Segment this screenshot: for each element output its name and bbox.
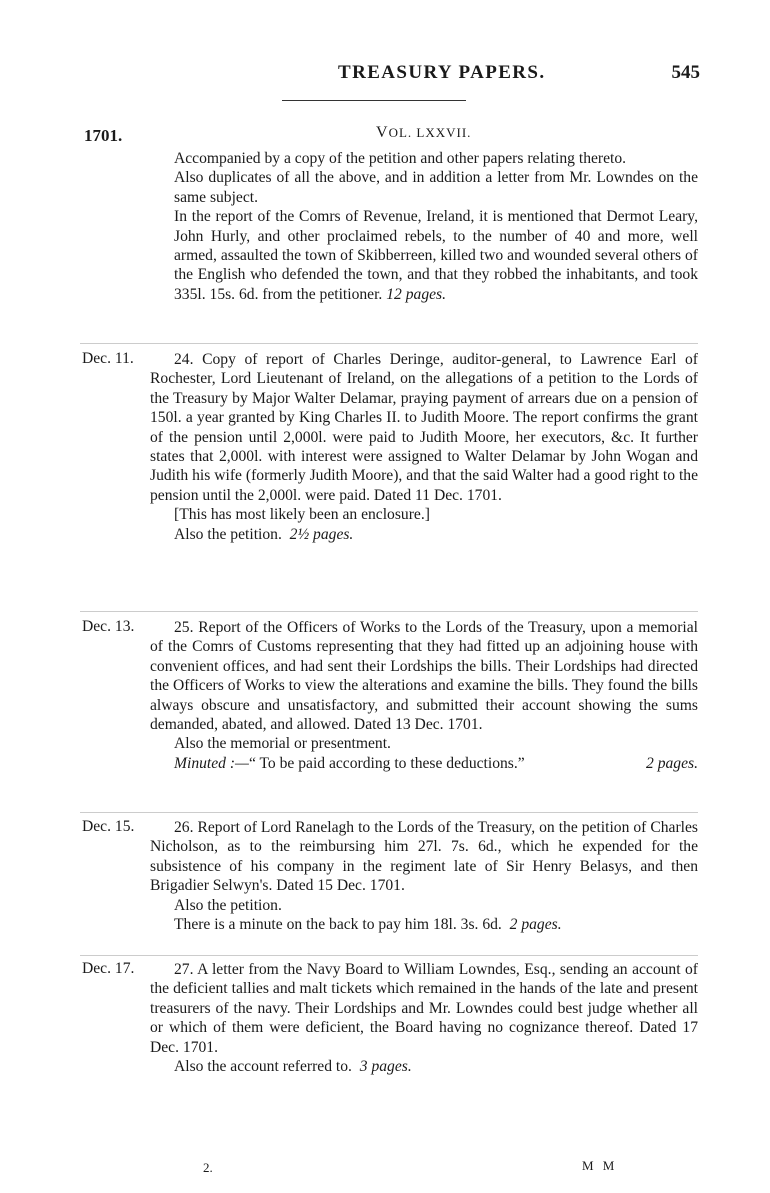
entry-also [150, 525, 698, 544]
entry-date: Dec. 17. [82, 960, 135, 977]
intro-paragraph-1: Accompanied by a copy of the petition and other papers relating thereto. [174, 150, 627, 167]
volume-heading [376, 124, 471, 142]
entry-27 [150, 960, 698, 1076]
page-number: 545 [671, 62, 700, 83]
header-rule [282, 100, 466, 101]
entry-pages: 2 pages. [646, 754, 698, 772]
volume-prefix: V [376, 124, 389, 141]
entry-26 [150, 818, 698, 934]
entry-date: Dec. 13. [82, 618, 135, 635]
entry-text: 26. Report of Lord Ranelagh to the Lords of the Treasury, on the petition of Charles Nicholson, as to the reimbursing him 27l. 7s. 6d., which he expended for the subsistence of his company in the regiment late of Sir Henry Belasys, and then Brigadier Selwyn's. Dated 15 Dec. 1701. [150, 819, 698, 895]
entry-date: Dec. 11. [82, 350, 134, 367]
entry-also-text: Also the account referred to. [174, 1058, 352, 1076]
running-title: TREASURY PAPERS. [338, 62, 546, 83]
entry-also: Also the memorial or presentment. [174, 735, 391, 753]
entry-text: 25. Report of the Officers of Works to the Lords of the Treasury, upon a memorial of the Comrs of Customs representing that they had fitted up an adjoining house with convenient offices, and had sent their Lordships the bills. Their Lordships had directed the Officers of Works to view the alterations and examine the bills. They found the bills always obscure and unsatisfactory, and submitted their account showing the sums demanded, abated, and allowed. Dated 13 Dec. 1701. [150, 619, 698, 734]
intro-pages: 12 pages. [386, 285, 447, 303]
volume-rest: OL. LXXVII. [388, 125, 472, 140]
separator-rule [80, 955, 698, 956]
entry-extra [150, 915, 698, 934]
entry-note: [This has most likely been an enclosure.] [174, 506, 430, 524]
separator-rule [80, 611, 698, 612]
entry-25 [150, 618, 698, 773]
year-marker: 1701. [84, 126, 123, 145]
signature-mark-right: M M [582, 1158, 618, 1173]
entry-also-text: Also the petition. [174, 525, 282, 543]
entry-minute-body [174, 754, 525, 773]
intro-paragraph-3-text: In the report of the Comrs of Revenue, Ireland, it is mentioned that Dermot Leary, John Hurly, and other proclaimed rebels, to the number of 40 and more, well armed, assaulted the town of Skibberreen, killed two and wounded several others of the English who defended the town, and that they robbed the inhabitants, and took 335l. 15s. 6d. from the petitioner. [174, 208, 698, 303]
entry-minute [150, 754, 698, 773]
entry-also [150, 1057, 698, 1076]
intro-paragraph-3 [174, 207, 698, 304]
signature-mark-left: 2. [203, 1160, 213, 1175]
intro-block [174, 149, 698, 304]
entry-date: Dec. 15. [82, 818, 135, 835]
separator-rule [80, 343, 698, 344]
minute-text: “ To be paid according to these deductions.” [248, 754, 525, 772]
entry-text: 24. Copy of report of Charles Deringe, auditor-general, to Lawrence Earl of Rochester, Lord Lieutenant of Ireland, on the allegations of a petition to the Lords of the Treasury by Major Walter Delamar, praying payment of arrears due on a pension of 150l. a year granted by King Charles II. to Judith Moore. The report confirms the grant of the pension until 2,000l. were paid to Judith Moore, her executors, &c. It further states that 2,000l. with interest were assigned to Walter Delamar by John Wogan and Judith his wife (formerly Judith Moore), and that the said Walter had a good right to the pension until the 2,000l. were paid. Dated 11 Dec. 1701. [150, 351, 698, 504]
minute-label: Minuted :— [174, 754, 249, 772]
entry-pages: 3 pages. [359, 1058, 412, 1076]
entry-pages: 2½ pages. [289, 525, 354, 543]
entry-24 [150, 350, 698, 544]
intro-paragraph-2: Also duplicates of all the above, and in addition a letter from Mr. Lowndes on the same subject. [174, 169, 698, 206]
entry-also: Also the petition. [174, 896, 282, 914]
running-head [280, 62, 700, 92]
entry-extra-text: There is a minute on the back to pay him 18l. 3s. 6d. [174, 916, 502, 934]
separator-rule [80, 812, 698, 813]
entry-text: 27. A letter from the Navy Board to William Lowndes, Esq., sending an account of the deficient tallies and malt tickets which remained in the hands of the late and present treasurers of the navy. Their Lordships and Mr. Lowndes could best judge whether all or which of them were deficient, the Board having no cognizance thereof. Dated 17 Dec. 1701. [150, 961, 698, 1056]
entry-pages: 2 pages. [509, 916, 562, 934]
